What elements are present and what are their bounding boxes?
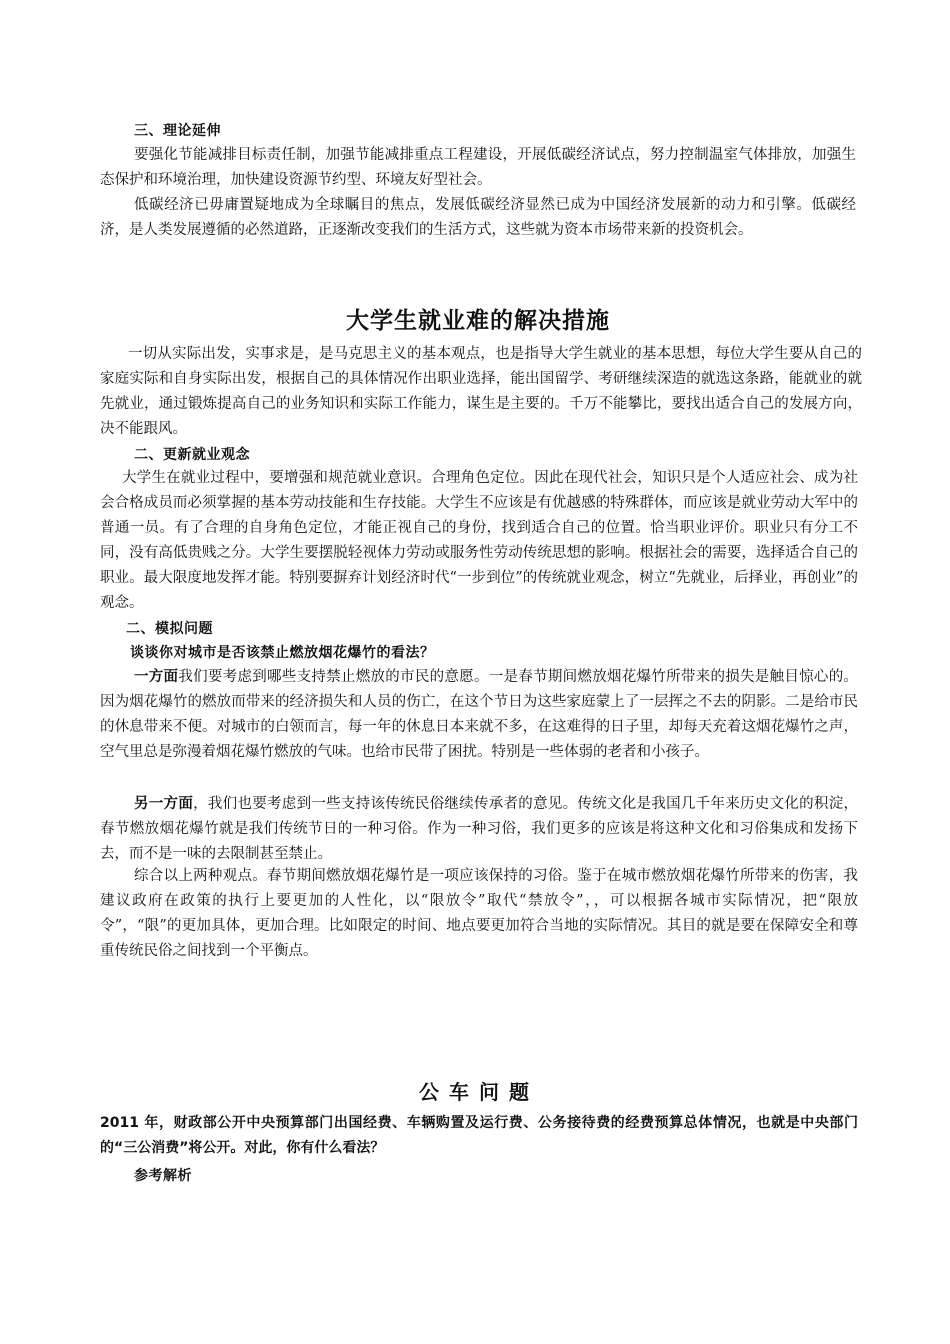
section-heading-theory: 三、理论延伸: [134, 123, 221, 139]
paragraph-conclusion: 综合以上两种观点。春节期间燃放烟花爆竹是一项应该保持的习俗。鉴于在城市燃放烟花爆竹所带来的伤害，我建议政府在政策的执行上要更加的人性化，以“限放令”取代“禁放令”，，可以根据各城市实际情况，把“限放令”，“限”的更加具体，更加合理。比如限定的时间、地点要更加符合当地的实际情况。其目的就是要在保障安全和尊重传统民俗之间找到一个平衡点。: [100, 868, 858, 959]
one-side-body: 我们要考虑到哪些支持禁止燃放的市民的意愿。一是春节期间燃放烟花爆竹所带来的损失是触目惊心的。因为烟花爆竹的燃放而带来的经济损失和人员的伤亡，在这个节日为这些家庭蒙上了一层挥之不去的阴影。二是给市民的休息带来不便。对城市的白领而言，每一年的休息日本来就不多，在这难得的日子里，却每天充着这烟花爆竹之声，空气里总是弥漫着烟花爆竹燃放的气味。也给市民带了困扰。特别是一些体弱的老者和小孩子。: [100, 669, 858, 760]
paragraph-update-concept: 大学生在就业过程中，要增强和规范就业意识。合理角色定位。因此在现代社会，知识只是个人适应社会、成为社会合格成员而必须掌握的基本劳动技能和生存技能。大学生不应该是有优越感的特殊群体，而应该是就业劳动大军中的普通一员。有了合理的自身角色定位，才能正视自己的身份，找到适合自己的位置。恰当职业评价。职业只有分工不同，没有高低贵贱之分。大学生要摆脱轻视体力劳动或服务性劳动传统思想的影响。根据社会的需要，选择适合自己的职业。最大限度地发挥才能。特别要摒弃计划经济时代“一步到位”的传统就业观念，树立“先就业，后择业，再创业”的观念。: [100, 470, 858, 611]
section-heading-update-concept: 二、更新就业观念: [134, 447, 250, 463]
article-title-employment: 大学生就业难的解决措施: [346, 307, 610, 334]
section-heading-mock-question: 二、模拟问题: [126, 621, 213, 637]
paragraph-low-carbon: 低碳经济已毋庸置疑地成为全球瞩目的焦点，发展低碳经济显然已成为中国经济发展新的动力和引擎。低碳经济，是人类发展遵循的必然道路，正逐渐改变我们的生活方式，这些就为资本市场带来新的投资机会。: [100, 197, 856, 238]
paragraph-employment-intro: 一切从实际出发，实事求是，是马克思主义的基本观点，也是指导大学生就业的基本思想，每位大学生要从自己的家庭实际和自身实际出发，根据自己的具体情况作出职业选择，能出国留学、考研继续深造的就选这条路，能就业的就先就业，通过锻炼提高自己的业务知识和实际工作能力，谋生是主要的。千万不能攀比，要找出适合自己的发展方向，决不能跟风。: [100, 346, 862, 437]
paragraph-other-side: [100, 791, 858, 867]
article-title-official-car: 公车问题: [419, 1080, 539, 1104]
other-side-body: ，我们也要考虑到一些支持该传统民俗继续传承者的意见。传统文化是我国几千年来历史文化的积淀，春节燃放烟花爆竹就是我们传统节日的一种习俗。作为一种习俗，我们更多的应该是将这种文化和习俗集成和发扬下去，而不是一味的去限制甚至禁止。: [100, 796, 858, 862]
other-side-lead: 另一方面: [134, 795, 194, 812]
one-side-lead: 一方面: [134, 668, 179, 685]
official-car-question: 2011 年，财政部公开中央预算部门出国经费、车辆购置及运行费、公务接待费的经费预算总体情况，也就是中央部门的“三公消费”将公开。对此，你有什么看法？: [100, 1115, 858, 1156]
reference-analysis-label: 参考解析: [134, 1168, 192, 1184]
paragraph-one-side: [100, 664, 858, 765]
paragraph-energy-saving: 要强化节能减排目标责任制，加强节能减排重点工程建设，开展低碳经济试点，努力控制温室气体排放，加强生态保护和环境治理，加快建设资源节约型、环境友好型社会。: [100, 147, 856, 188]
mock-question-text: 谈谈你对城市是否该禁止燃放烟花爆竹的看法？: [130, 645, 435, 661]
